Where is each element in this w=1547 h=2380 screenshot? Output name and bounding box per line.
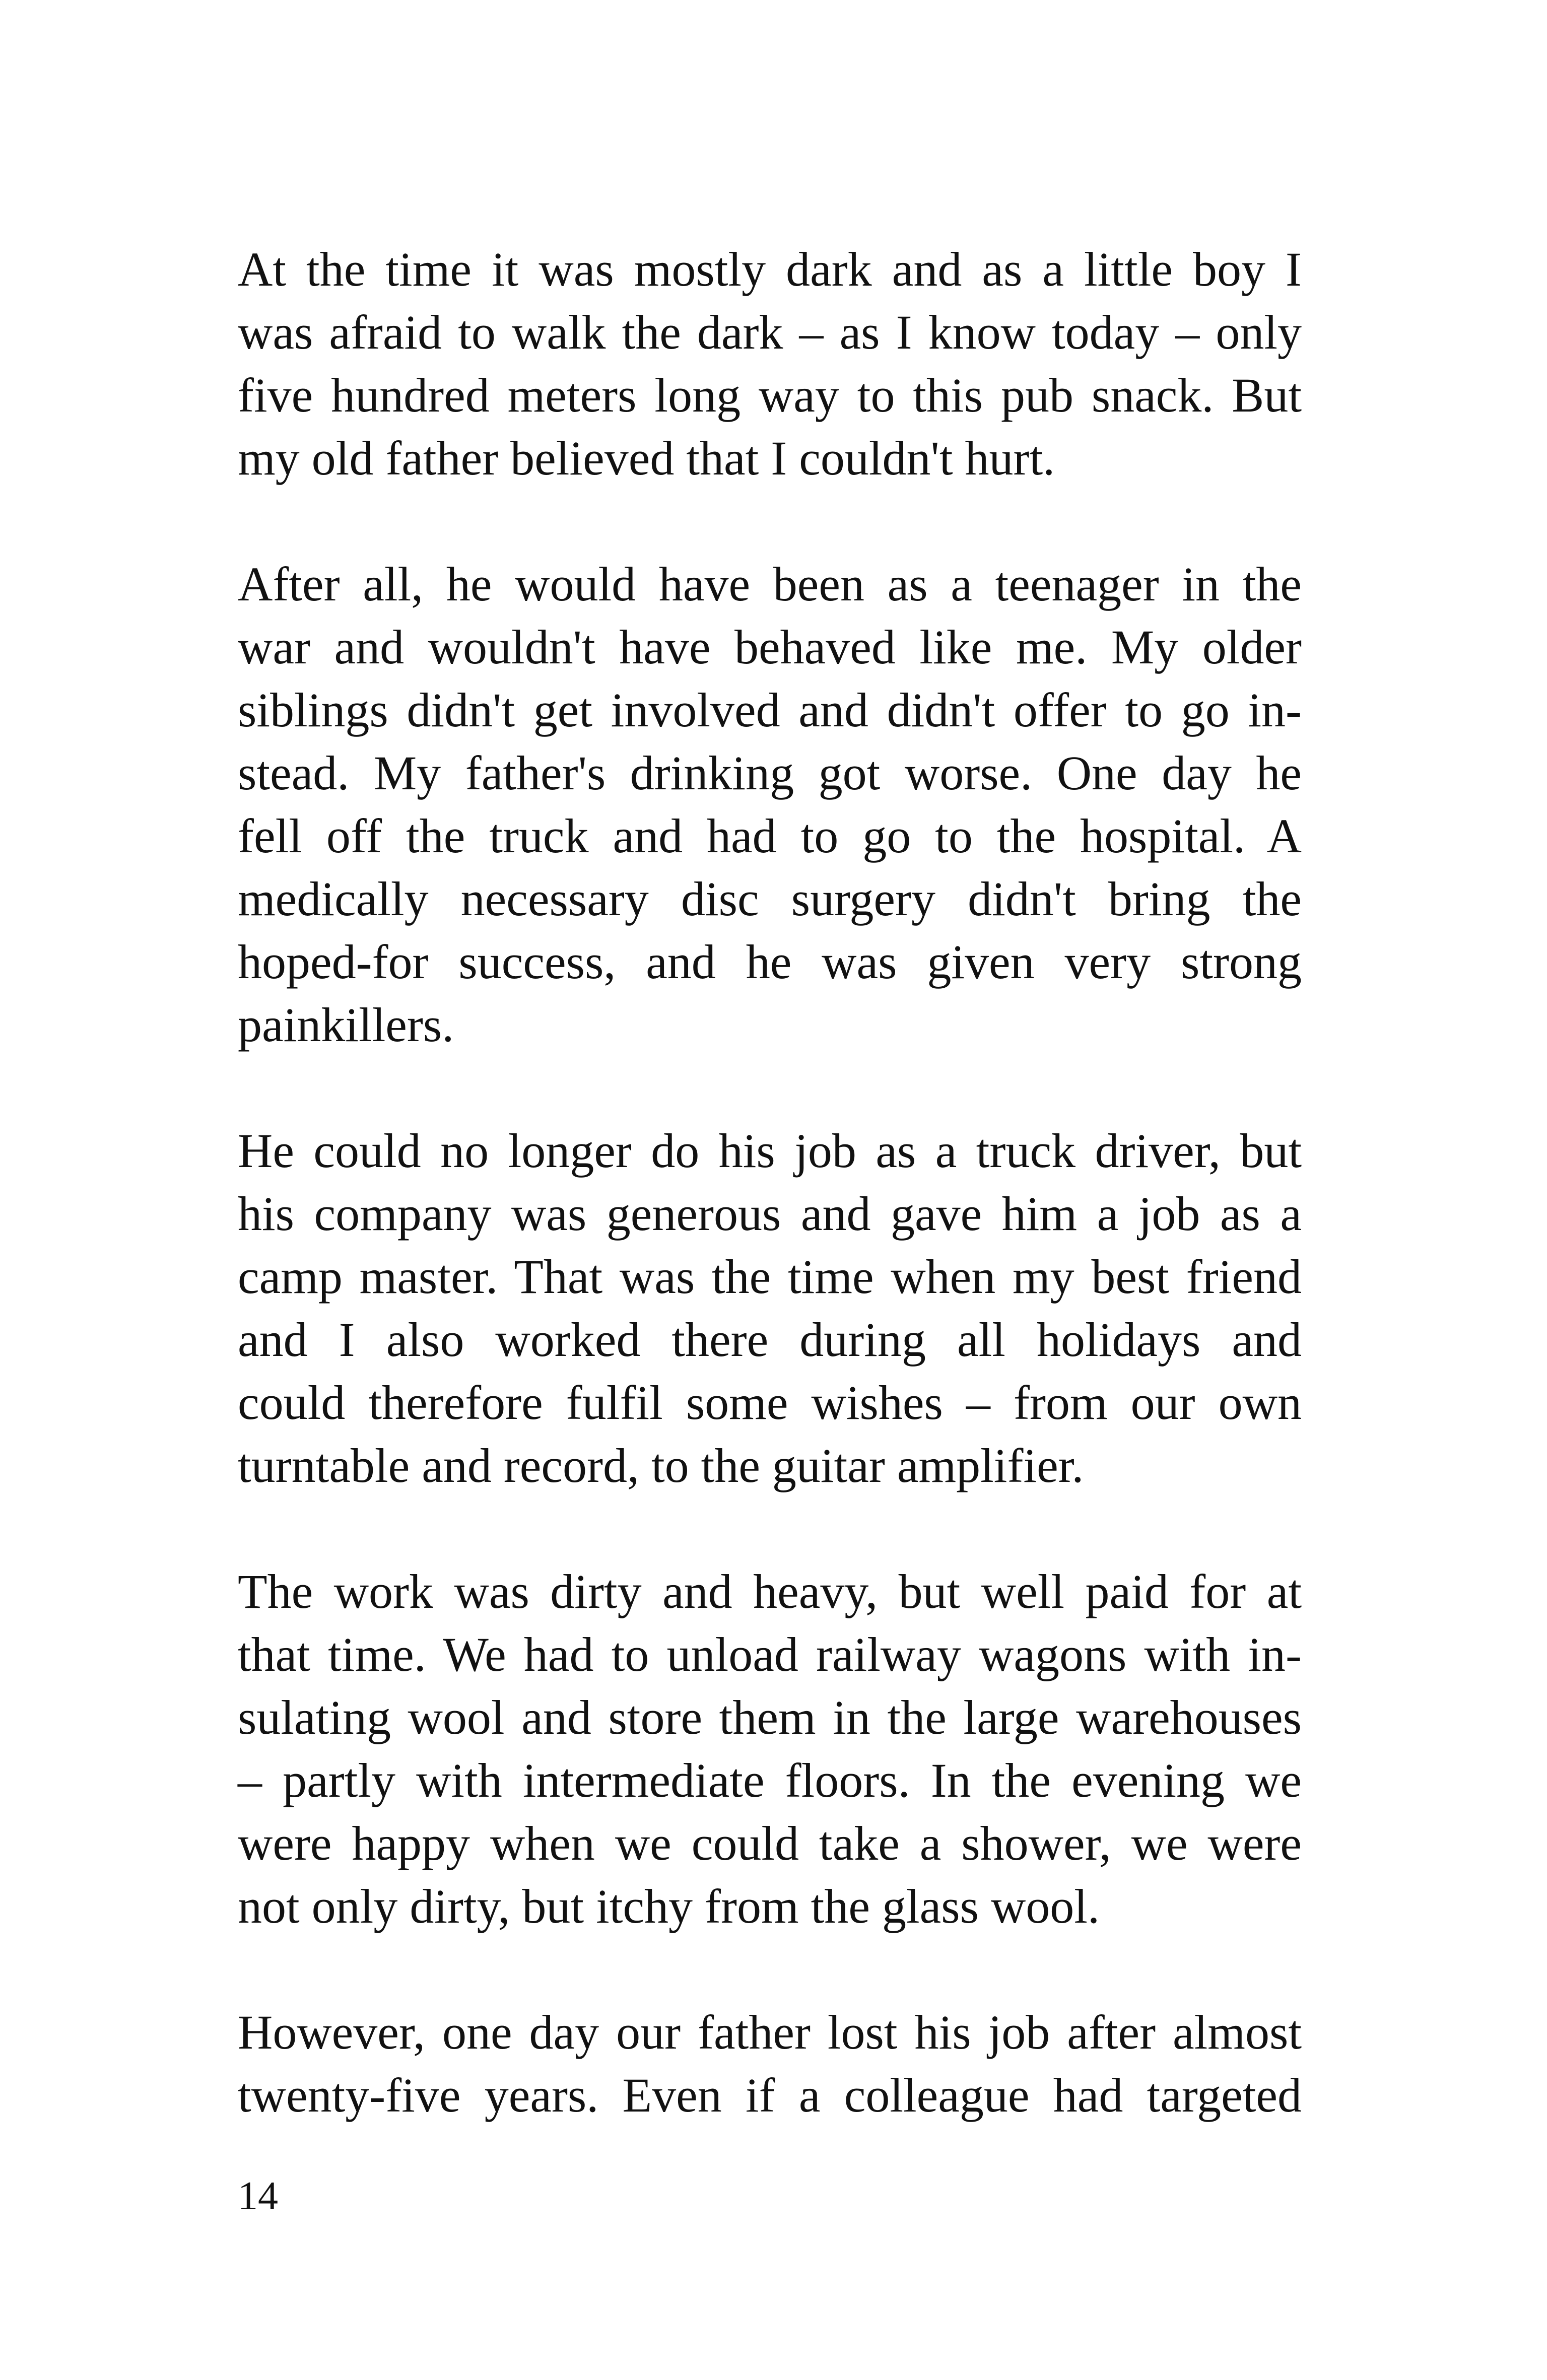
text-line: that time. We had to unload railway wagons with in- — [238, 1627, 1302, 1681]
text-line: twenty-five years. Even if a colleague had targeted — [238, 2068, 1302, 2122]
text-line: The work was dirty and heavy, but well paid for at — [238, 1565, 1302, 1618]
paragraph-1 — [238, 238, 1302, 490]
text-line: camp master. That was the time when my best friend — [238, 1250, 1302, 1304]
text-line: painkillers. — [238, 998, 454, 1052]
text-line: and I also worked there during all holidays and — [238, 1313, 1302, 1367]
text-line: However, one day our father lost his job after almost — [238, 2005, 1302, 2059]
paragraph-4 — [238, 1560, 1302, 1938]
paragraph-2 — [238, 553, 1302, 1056]
text-line: After all, he would have been as a teenager in the — [238, 557, 1302, 611]
text-line: hoped-for success, and he was given very strong — [238, 935, 1302, 989]
text-line: could therefore fulfil some wishes – from our own — [238, 1376, 1302, 1430]
page-number: 14 — [238, 2174, 278, 2218]
paragraph-5 — [238, 2001, 1302, 2127]
text-line: his company was generous and gave him a job as a — [238, 1187, 1302, 1241]
text-line: turntable and record, to the guitar amplifier. — [238, 1439, 1084, 1492]
text-line: – partly with intermediate floors. In the evening we — [238, 1753, 1302, 1807]
text-line: He could no longer do his job as a truck driver, but — [238, 1124, 1302, 1178]
text-line: fell off the truck and had to go to the hospital. A — [238, 809, 1302, 863]
text-line: At the time it was mostly dark and as a little boy I — [238, 242, 1302, 296]
text-line: war and wouldn't have behaved like me. My older — [238, 620, 1302, 674]
text-line: five hundred meters long way to this pub snack. But — [238, 368, 1302, 422]
text-line: medically necessary disc surgery didn't bring the — [238, 872, 1302, 926]
body-text — [238, 238, 1302, 2190]
text-line: not only dirty, but itchy from the glass wool. — [238, 1879, 1100, 1933]
text-line: were happy when we could take a shower, we were — [238, 1816, 1302, 1870]
text-line: my old father believed that I couldn't hurt. — [238, 431, 1055, 485]
text-line: stead. My father's drinking got worse. One day he — [238, 746, 1302, 800]
text-line: siblings didn't get involved and didn't offer to go in- — [238, 683, 1302, 737]
text-line: sulating wool and store them in the large warehouses — [238, 1690, 1302, 1744]
paragraph-3 — [238, 1119, 1302, 1497]
text-line: was afraid to walk the dark – as I know today – only — [238, 305, 1302, 359]
